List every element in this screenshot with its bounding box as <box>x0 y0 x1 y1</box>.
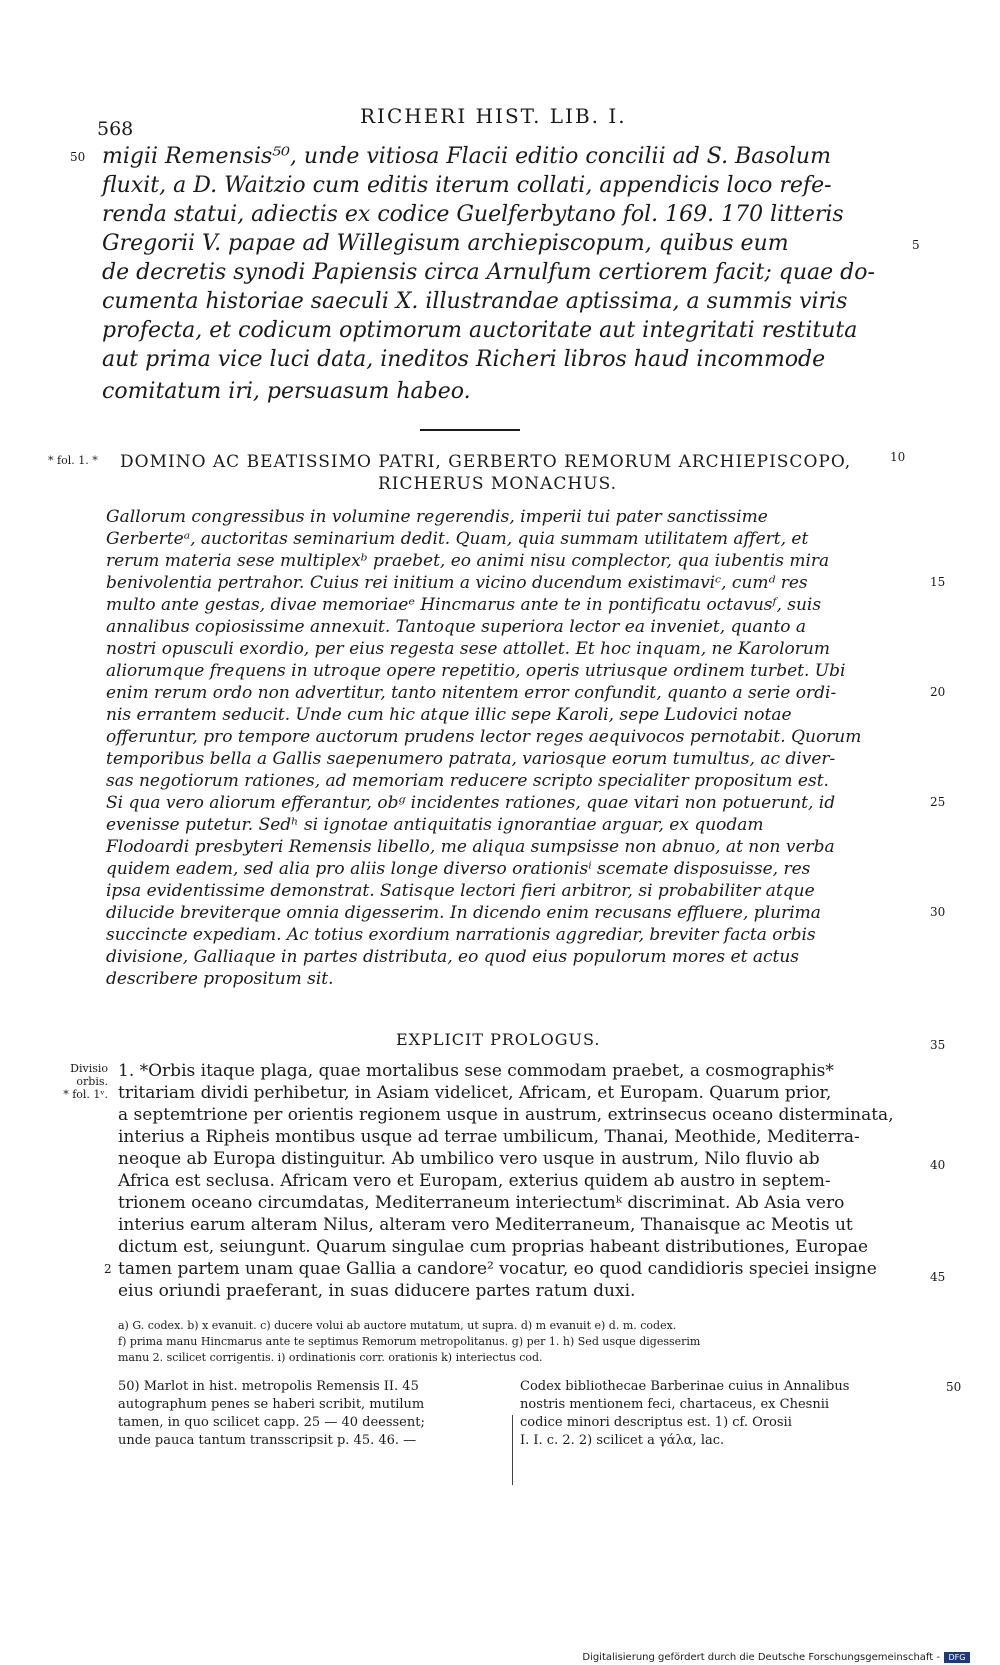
intro-line: aut prima vice luci data, ineditos Richeri libros haud incommode <box>102 347 826 372</box>
chapter-line: interius a Ripheis montibus usque ad terrae umbilicum, Thanai, Meothide, Mediterra- <box>118 1127 860 1147</box>
prologue-line: ipsa evidentissime demonstrat. Satisque lectori fieri arbitror, si probabiliter atque <box>106 881 815 901</box>
footnote-line: Codex bibliothecae Barberinae cuius in Annalibus <box>520 1379 850 1394</box>
margin-line-number: 15 <box>930 575 946 589</box>
prologue-line: quidem eadem, sed alia pro aliis longe diverso orationisⁱ scemate disposuisse, res <box>106 859 811 879</box>
footnote-line: tamen, in quo scilicet capp. 25 — 40 deessent; <box>118 1415 425 1430</box>
dedication-heading: DOMINO AC BEATISSIMO PATRI, GERBERTO REMORUM ARCHIEPISCOPO, <box>120 452 852 472</box>
prologue-line: Flodoardi presbyteri Remensis libello, me aliqua sumpsisse non abnuo, at non verba <box>106 837 835 857</box>
chapter-line: 1. *Orbis itaque plaga, quae mortalibus sese commodam praebet, a cosmographis* <box>118 1061 834 1081</box>
prologue-line: Si qua vero aliorum efferantur, obᵍ incidentes rationes, quae vitari non potuerunt, id <box>106 793 836 813</box>
intro-line: fluxit, a D. Waitzio cum editis iterum collati, appendicis loco refe- <box>102 173 832 198</box>
footnote-right <box>520 1378 940 1450</box>
prologue-line: nis errantem seducit. Unde cum hic atque illic sepe Karoli, sepe Ludovici notae <box>106 705 792 725</box>
footnote-column-divider <box>512 1415 513 1485</box>
margin-line-number: 45 <box>930 1270 946 1284</box>
dedication-author: RICHERUS MONACHUS. <box>378 474 618 494</box>
chapter-line: eius oriundi praeferant, in suas diducere partes ratum duxi. <box>118 1281 636 1301</box>
prologue-line: temporibus bella a Gallis saepenumero patrata, variosque eorum tumultus, ac diver- <box>106 749 836 769</box>
folio-mark: * fol. 1. * <box>48 454 98 467</box>
prologue-line: evenisse putetur. Sedʰ si ignotae antiquitatis ignorantiae arguar, ex quodam <box>106 815 764 835</box>
intro-line: Gregorii V. papae ad Willegisum archiepiscopum, quibus eum <box>102 231 789 256</box>
dfg-logo-icon: DFG <box>944 1652 970 1663</box>
margin-line-number: 2 <box>104 1262 112 1276</box>
intro-line: renda statui, adiectis ex codice Guelferbytano fol. 169. 170 litteris <box>102 202 844 227</box>
chapter-line: tritariam dividi perhibetur, in Asiam videlicet, Africam, et Europam. Quarum prior, <box>118 1083 832 1103</box>
margin-note-line: * fol. 1ᵛ. <box>63 1088 108 1101</box>
digitization-credit: Digitalisierung gefördert durch die Deutsche Forschungsgemeinschaft - <box>582 1652 940 1663</box>
margin-line-number: 30 <box>930 905 946 919</box>
intro-line: cumenta historiae saeculi X. illustrandae aptissima, a summis viris <box>102 289 848 314</box>
intro-line: de decretis synodi Papiensis circa Arnulfum certiorem facit; quae do- <box>102 260 875 285</box>
apparatus-line: f) prima manu Hincmarus ante te septimus Remorum metropolitanus. g) per 1. h) Sed usque digesserim <box>118 1335 701 1348</box>
margin-line-number: 40 <box>930 1158 946 1172</box>
chapter-line: dictum est, seiungunt. Quarum singulae cum proprias habeant distributiones, Europae <box>118 1237 869 1257</box>
prologue-line: describere propositum sit. <box>106 969 334 989</box>
chapter-line: tamen partem unam quae Gallia a candore² vocatur, eo quod candidioris speciei insigne <box>118 1259 877 1279</box>
footnote-line: autographum penes se haberi scribit, mutilum <box>118 1397 425 1412</box>
prologue-line: rerum materia sese multiplexᵇ praebet, eo animi nisu complector, qua iubentis mira <box>106 551 830 571</box>
footnote-line: 50) Marlot in hist. metropolis Remensis II. 45 <box>118 1379 419 1394</box>
margin-note-line: orbis. <box>76 1075 108 1088</box>
prologue-line: aliorumque frequens in utroque opere repetitio, operis utriusque ordinem turbet. Ubi <box>106 661 846 681</box>
intro-line: migii Remensis⁵⁰, unde vitiosa Flacii editio concilii ad S. Basolum <box>102 144 831 169</box>
chapter-line: neoque ab Europa distinguitur. Ab umbilico vero usque in austrum, Nilo fluvio ab <box>118 1149 820 1169</box>
footnote-line: codice minori descriptus est. 1) cf. Orosii <box>520 1415 792 1430</box>
intro-line: comitatum iri, persuasum habeo. <box>102 379 471 404</box>
prologue-line: dilucide breviterque omnia digesserim. In dicendo enim recusans effluere, plurima <box>106 903 821 923</box>
chapter-line: interius earum alteram Nilus, alteram vero Mediterraneum, Thanaisque ac Meotis ut <box>118 1215 853 1235</box>
prologue-line: offeruntur, pro tempore auctorum prudens lector reges aequivocos pernotabit. Quorum <box>106 727 862 747</box>
intro-line: profecta, et codicum optimorum auctoritate aut integritati restituta <box>102 318 858 343</box>
margin-line-number: 25 <box>930 795 946 809</box>
margin-line-number: 35 <box>930 1038 946 1052</box>
margin-line-number: 50 <box>70 150 86 164</box>
explicit-heading: EXPLICIT PROLOGUS. <box>396 1030 601 1049</box>
footnote-left <box>118 1378 508 1450</box>
prologue-line: enim rerum ordo non advertitur, tanto nitentem error confundit, quanto a serie ordi- <box>106 683 837 703</box>
prologue-line: multo ante gestas, divae memoriaeᵉ Hincmarus ante te in pontificatu octavusᶠ, suis <box>106 595 822 615</box>
margin-line-number: 50 <box>946 1380 962 1394</box>
apparatus-line: manu 2. scilicet corrigentis. i) ordinationis corr. orationis k) interiectus cod. <box>118 1351 543 1364</box>
chapter-line: trionem oceano circumdatas, Mediterraneum interiectumᵏ discriminat. Ab Asia vero <box>118 1193 845 1213</box>
prologue-line: Gallorum congressibus in volumine regerendis, imperii tui pater sanctissime <box>106 507 768 527</box>
page-number: 568 <box>97 118 134 140</box>
footnote-line: unde pauca tantum transscripsit p. 45. 46. — <box>118 1433 417 1448</box>
apparatus-line: a) G. codex. b) x evanuit. c) ducere volui ab auctore mutatum, ut supra. d) m evanuit e) d. m. codex. <box>118 1319 677 1332</box>
margin-line-number: 20 <box>930 685 946 699</box>
prologue-line: divisione, Galliaque in partes distributa, eo quod eius populorum mores et actus <box>106 947 799 967</box>
prologue-line: succincte expediam. Ac totius exordium narrationis aggrediar, breviter facta orbis <box>106 925 816 945</box>
section-divider <box>420 429 520 431</box>
footnote-line: I. I. c. 2. 2) scilicet a γάλα, lac. <box>520 1433 725 1448</box>
chapter-line: a septemtrione per orientis regionem usque in austrum, extrinsecus oceano disterminata, <box>118 1105 894 1125</box>
margin-note-line: Divisio <box>70 1062 108 1075</box>
prologue-line: annalibus copiosissime annexuit. Tantoque superiora lector ea inveniet, quanto a <box>106 617 807 637</box>
prologue-line: Gerberteᵃ, auctoritas seminarium dedit. Quam, quia summam utilitatem affert, et <box>106 529 809 549</box>
prologue-line: benivolentia pertrahor. Cuius rei initium a vicino ducendum existimaviᶜ, cumᵈ res <box>106 573 808 593</box>
prologue-line: sas negotiorum rationes, ad memoriam reducere scripto specialiter propositum est. <box>106 771 829 791</box>
footnote-line: nostris mentionem feci, chartaceus, ex Chesnii <box>520 1397 830 1412</box>
margin-note <box>58 1062 108 1101</box>
prologue-line: nostri opusculi exordio, per eius regesta sese attollet. Et hoc inquam, ne Karolorum <box>106 639 830 659</box>
running-title: RICHERI HIST. LIB. I. <box>360 104 627 128</box>
margin-line-number: 5 <box>912 238 920 252</box>
chapter-line: Africa est seclusa. Africam vero et Europam, exterius quidem ab austro in septem- <box>118 1171 831 1191</box>
margin-line-number: 10 <box>890 450 906 464</box>
